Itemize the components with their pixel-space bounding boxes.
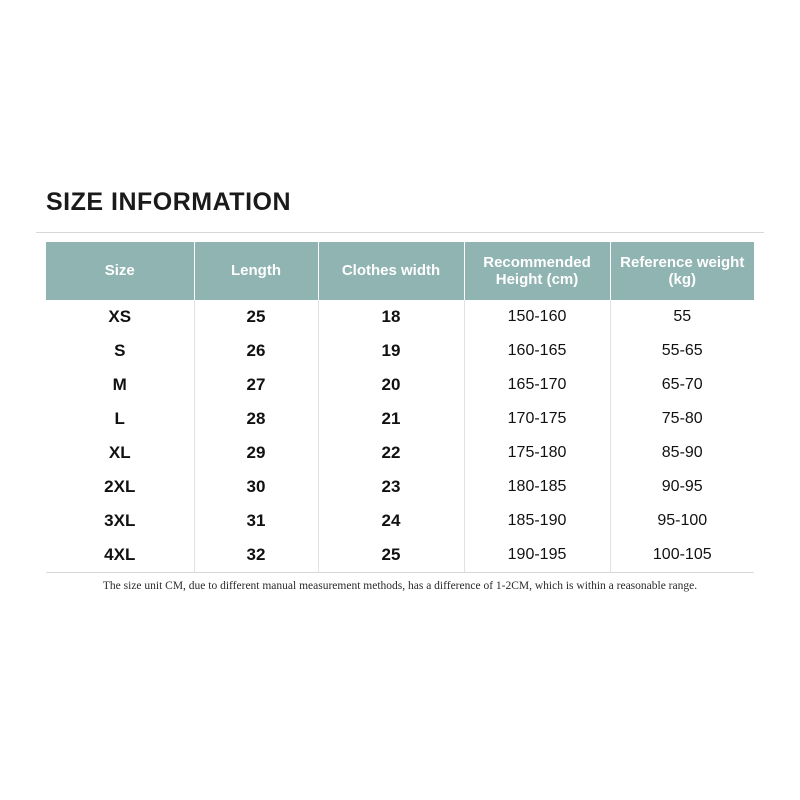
table-row (46, 538, 754, 572)
cell-recommended-height: 150-160 (464, 300, 610, 334)
size-chart-table (46, 242, 754, 572)
cell-size: 2XL (46, 470, 194, 504)
cell-length: 31 (194, 504, 318, 538)
cell-clothes-width: 23 (318, 470, 464, 504)
cell-reference-weight: 75-80 (661, 410, 703, 427)
cell-size: 3XL (46, 504, 194, 538)
column-header-clothes-width: Clothes width (318, 242, 464, 300)
column-header-recommended-height: Recommended Height (cm) (464, 242, 610, 300)
cell-recommended-height: 170-175 (464, 402, 610, 436)
cell-reference-weight: 100-105 (652, 546, 712, 563)
cell-length: 26 (194, 334, 318, 368)
cell-recommended-height: 190-195 (464, 538, 610, 572)
cell-clothes-width: 19 (318, 334, 464, 368)
table-row (46, 436, 754, 470)
measurement-footnote: The size unit CM, due to different manual measurement methods, has a difference of 1-2CM, which is within a reasonable range. (102, 580, 698, 592)
cell-length: 28 (194, 402, 318, 436)
table-header-row (46, 242, 754, 300)
table-row (46, 368, 754, 402)
title-divider (36, 232, 764, 233)
cell-clothes-width: 25 (318, 538, 464, 572)
cell-length: 29 (194, 436, 318, 470)
cell-length: 25 (194, 300, 318, 334)
cell-size: XS (46, 300, 194, 334)
cell-size: 4XL (46, 538, 194, 572)
cell-length: 27 (194, 368, 318, 402)
cell-clothes-width: 21 (318, 402, 464, 436)
page-title: SIZE INFORMATION (46, 188, 292, 216)
footnote-divider (46, 572, 754, 573)
cell-reference-weight: 95-100 (657, 512, 708, 529)
cell-recommended-height: 185-190 (464, 504, 610, 538)
cell-size: S (46, 334, 194, 368)
cell-size: XL (46, 436, 194, 470)
column-header-size: Size (46, 242, 194, 300)
cell-reference-weight: 55-65 (661, 342, 703, 359)
table-row (46, 402, 754, 436)
cell-clothes-width: 24 (318, 504, 464, 538)
cell-recommended-height: 175-180 (464, 436, 610, 470)
column-header-length: Length (194, 242, 318, 300)
cell-clothes-width: 22 (318, 436, 464, 470)
cell-reference-weight: 65-70 (661, 376, 703, 393)
cell-size: L (46, 402, 194, 436)
table-row (46, 470, 754, 504)
cell-recommended-height: 180-185 (464, 470, 610, 504)
cell-reference-weight: 90-95 (661, 478, 703, 495)
cell-length: 32 (194, 538, 318, 572)
cell-length: 30 (194, 470, 318, 504)
cell-reference-weight: 85-90 (661, 444, 703, 461)
table-row (46, 504, 754, 538)
cell-recommended-height: 160-165 (464, 334, 610, 368)
size-information-card (36, 176, 764, 616)
table-row (46, 300, 754, 334)
column-header-reference-weight: Reference weight (kg) (610, 242, 754, 300)
cell-size: M (46, 368, 194, 402)
cell-clothes-width: 20 (318, 368, 464, 402)
cell-clothes-width: 18 (318, 300, 464, 334)
cell-reference-weight: 55 (673, 308, 692, 325)
table-row (46, 334, 754, 368)
cell-recommended-height: 165-170 (464, 368, 610, 402)
